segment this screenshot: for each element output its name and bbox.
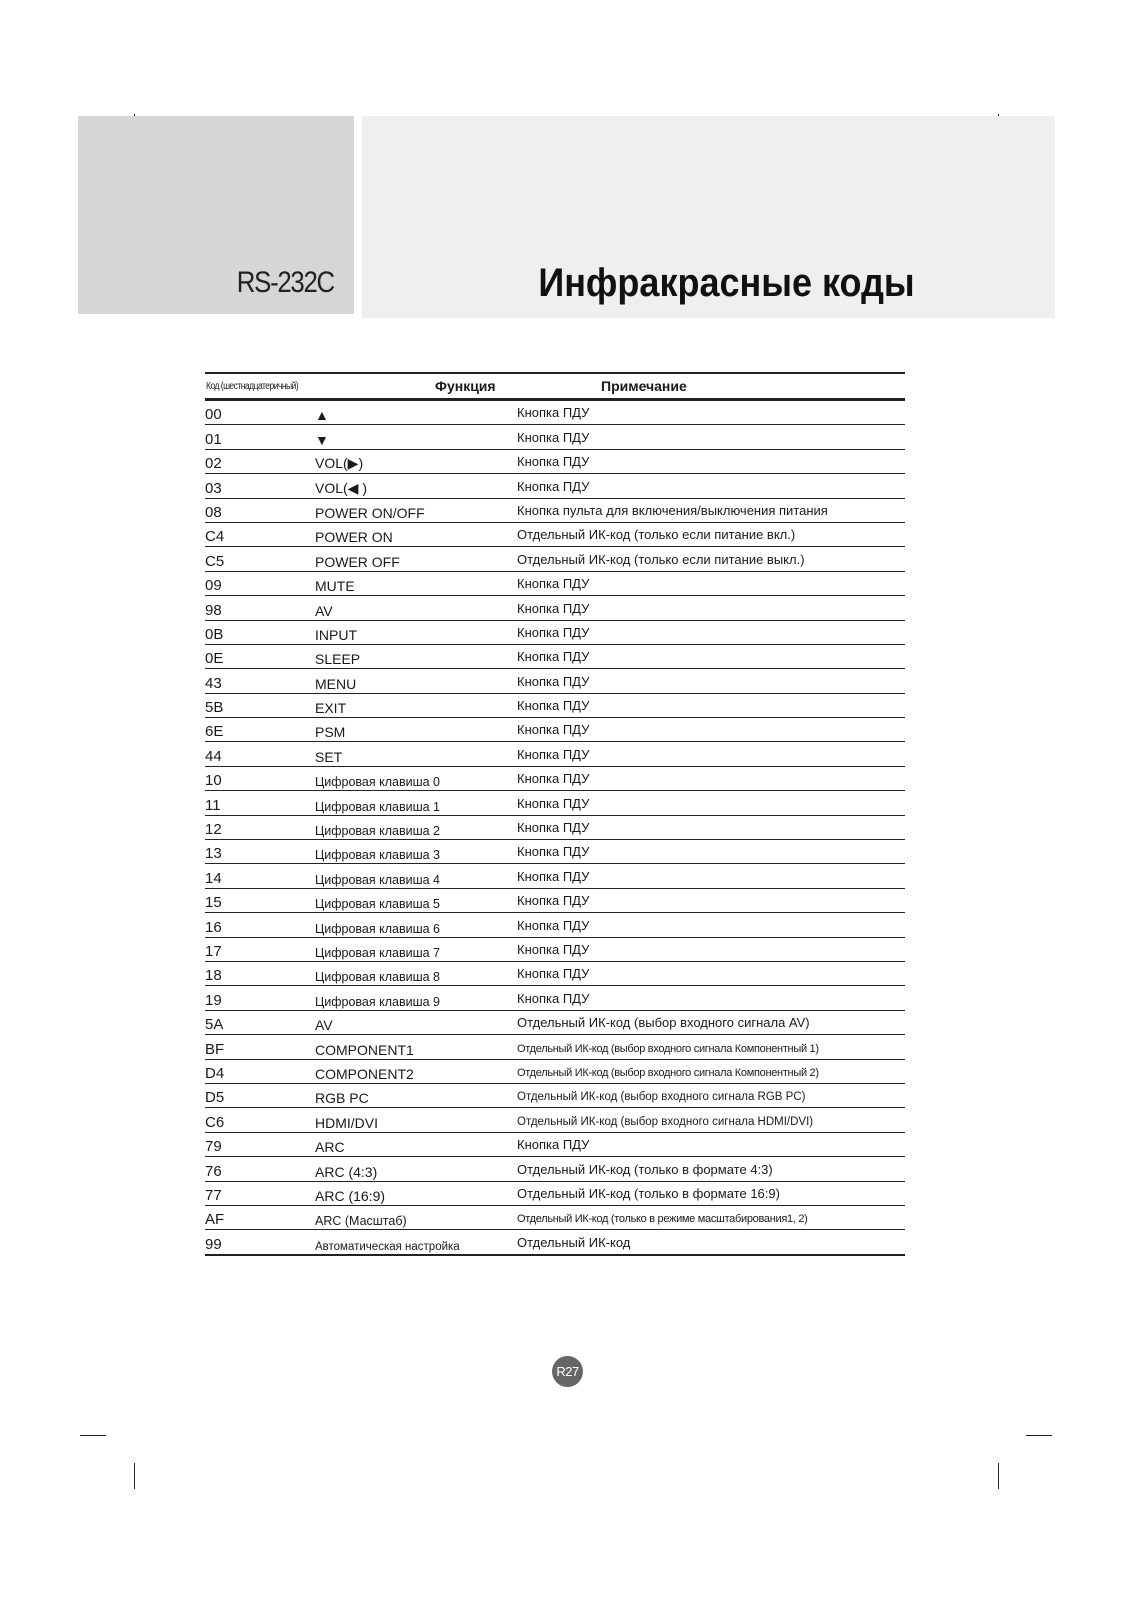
row-code: 02 (205, 455, 222, 473)
row-function: Цифровая клавиша 1 (315, 799, 440, 814)
section-band (78, 116, 354, 314)
row-code: 43 (205, 674, 222, 692)
table-row (205, 864, 905, 888)
row-code: 14 (205, 869, 222, 887)
row-note: Кнопка ПДУ (517, 771, 590, 787)
row-function: VOL(◀ ) (315, 479, 367, 496)
row-note: Отдельный ИК-код (только в режиме масштабирования1, 2) (517, 1213, 808, 1226)
row-note: Отдельный ИК-код (выбор входного сигнала Компонентный 2) (517, 1066, 819, 1079)
row-code: 6E (205, 723, 224, 741)
table-row (205, 572, 905, 596)
row-function: AV (315, 1017, 333, 1034)
row-code: D5 (205, 1089, 225, 1107)
row-function: ▼ (315, 431, 329, 448)
row-note: Кнопка ПДУ (517, 429, 590, 445)
table-row (205, 1060, 905, 1084)
row-function: Цифровая клавиша 8 (315, 970, 440, 985)
row-function: COMPONENT1 (315, 1041, 414, 1058)
row-function: Автоматическая настройка (315, 1240, 460, 1253)
row-note: Отдельный ИК-код (только в формате 16:9) (517, 1185, 780, 1201)
row-code: 19 (205, 991, 222, 1009)
row-code: 79 (205, 1138, 222, 1156)
table-row (205, 889, 905, 913)
table-row (205, 1084, 905, 1108)
row-code: 5A (205, 1016, 224, 1034)
row-code: 98 (205, 601, 222, 619)
table-row (205, 1182, 905, 1206)
row-note: Кнопка ПДУ (517, 941, 590, 957)
row-code: 44 (205, 747, 222, 765)
table-row (205, 1011, 905, 1035)
row-code: 01 (205, 430, 222, 448)
table-row (205, 474, 905, 498)
row-note: Кнопка ПДУ (517, 600, 590, 616)
row-function: ARC (4:3) (315, 1163, 378, 1180)
crop-mark (80, 1435, 106, 1436)
row-function: SET (315, 748, 343, 765)
table-row (205, 962, 905, 986)
row-code: 03 (205, 479, 222, 497)
row-function: Цифровая клавиша 3 (315, 848, 440, 863)
table-row (205, 425, 905, 449)
table-row (205, 523, 905, 547)
table-row (205, 645, 905, 669)
row-function: PSM (315, 724, 346, 741)
table-row (205, 669, 905, 693)
page-number-badge: R27 (552, 1356, 583, 1387)
row-function: ARC (16:9) (315, 1187, 386, 1204)
table-row (205, 1230, 905, 1255)
table-row (205, 742, 905, 766)
row-note: Кнопка ПДУ (517, 868, 590, 884)
crop-mark (998, 1463, 999, 1489)
table-row (205, 547, 905, 571)
table-row (205, 401, 905, 425)
row-function: Цифровая клавиша 7 (315, 945, 440, 960)
row-note: Кнопка ПДУ (517, 1137, 590, 1153)
table-row (205, 913, 905, 937)
page-title: Инфракрасные коды (538, 261, 915, 305)
table-row (205, 1133, 905, 1157)
row-function: COMPONENT2 (315, 1065, 414, 1082)
row-code: 0E (205, 650, 224, 668)
row-code: 17 (205, 942, 222, 960)
table-row (205, 986, 905, 1010)
row-code: C5 (205, 552, 225, 570)
row-function: Цифровая клавиша 0 (315, 775, 440, 790)
row-note: Кнопка ПДУ (517, 917, 590, 933)
row-function: Цифровая клавиша 6 (315, 921, 440, 936)
table-row (205, 791, 905, 815)
table-row (205, 816, 905, 840)
table-row (205, 1206, 905, 1230)
row-note: Кнопка ПДУ (517, 576, 590, 592)
row-note: Кнопка ПДУ (517, 478, 590, 494)
section-label: RS-232C (236, 266, 334, 299)
table-header (205, 372, 905, 401)
crop-mark (1026, 1435, 1052, 1436)
row-function: Цифровая клавиша 9 (315, 994, 440, 1009)
row-code: BF (205, 1040, 225, 1058)
table-body (205, 401, 905, 1256)
row-function: ▲ (315, 407, 329, 424)
row-note: Кнопка ПДУ (517, 820, 590, 836)
row-function: MUTE (315, 578, 355, 595)
row-code: 12 (205, 821, 222, 839)
row-code: C6 (205, 1113, 225, 1131)
row-code: 18 (205, 967, 222, 985)
row-note: Отдельный ИК-код (517, 1234, 631, 1250)
row-note: Кнопка ПДУ (517, 893, 590, 909)
row-note: Отдельный ИК-код (выбор входного сигнала RGB PC) (517, 1091, 806, 1104)
table-row (205, 938, 905, 962)
table-row (205, 1108, 905, 1132)
column-header-function: Функция (435, 378, 496, 394)
row-function: ARC (315, 1139, 345, 1156)
table-row (205, 1157, 905, 1181)
table-row (205, 718, 905, 742)
row-function: POWER ON (315, 529, 393, 546)
row-note: Кнопка ПДУ (517, 722, 590, 738)
row-function: POWER ON/OFF (315, 504, 425, 521)
row-code: C4 (205, 528, 225, 546)
row-function: EXIT (315, 700, 347, 717)
row-note: Кнопка ПДУ (517, 990, 590, 1006)
row-note: Кнопка ПДУ (517, 698, 590, 714)
table-row (205, 621, 905, 645)
row-function: Цифровая клавиша 2 (315, 824, 440, 839)
table-row (205, 596, 905, 620)
row-code: 99 (205, 1235, 222, 1253)
row-code: 5B (205, 699, 224, 717)
row-note: Отдельный ИК-код (только в формате 4:3) (517, 1161, 773, 1177)
row-function: HDMI/DVI (315, 1114, 378, 1131)
row-function: Цифровая клавиша 4 (315, 872, 440, 887)
row-function: RGB PC (315, 1090, 369, 1107)
row-code: D4 (205, 1064, 225, 1082)
row-note: Кнопка пульта для включения/выключения питания (517, 502, 828, 518)
row-code: AF (205, 1211, 225, 1229)
row-code: 16 (205, 918, 222, 936)
row-function: AV (315, 602, 333, 619)
row-code: 13 (205, 845, 222, 863)
table-row (205, 694, 905, 718)
title-band (362, 116, 1055, 318)
row-note: Отдельный ИК-код (только если питание вкл.) (517, 527, 796, 543)
row-function: VOL(▶) (315, 455, 364, 472)
row-function: Цифровая клавиша 5 (315, 897, 440, 912)
table-row (205, 1035, 905, 1059)
ir-codes-table (205, 372, 905, 1256)
table-row (205, 499, 905, 523)
row-code: 00 (205, 406, 222, 424)
row-code: 11 (205, 796, 221, 814)
row-code: 08 (205, 503, 222, 521)
row-function: MENU (315, 675, 357, 692)
row-code: 76 (205, 1162, 222, 1180)
row-note: Отдельный ИК-код (выбор входного сигнала Компонентный 1) (517, 1042, 819, 1055)
row-note: Кнопка ПДУ (517, 795, 590, 811)
row-code: 10 (205, 772, 222, 790)
row-code: 09 (205, 577, 222, 595)
column-header-code: Код (шестнадцатеричный) (206, 381, 299, 392)
row-code: 0B (205, 625, 224, 643)
table-row (205, 450, 905, 474)
row-note: Кнопка ПДУ (517, 405, 590, 421)
row-note: Кнопка ПДУ (517, 673, 590, 689)
row-note: Кнопка ПДУ (517, 649, 590, 665)
row-code: 15 (205, 894, 222, 912)
row-note: Отдельный ИК-код (выбор входного сигнала AV) (517, 1015, 810, 1031)
row-note: Отдельный ИК-код (только если питание выкл.) (517, 551, 805, 567)
row-note: Кнопка ПДУ (517, 966, 590, 982)
row-note: Кнопка ПДУ (517, 454, 590, 470)
row-note: Отдельный ИК-код (выбор входного сигнала HDMI/DVI) (517, 1115, 814, 1128)
crop-mark (134, 1463, 135, 1489)
row-note: Кнопка ПДУ (517, 746, 590, 762)
row-note: Кнопка ПДУ (517, 844, 590, 860)
row-function: POWER OFF (315, 553, 400, 570)
row-function: SLEEP (315, 651, 361, 668)
row-function: INPUT (315, 626, 357, 643)
row-code: 77 (205, 1186, 222, 1204)
column-header-note: Примечание (601, 378, 687, 394)
table-row (205, 840, 905, 864)
row-function: ARC (Масштаб) (315, 1214, 407, 1229)
table-row (205, 767, 905, 791)
row-note: Кнопка ПДУ (517, 624, 590, 640)
